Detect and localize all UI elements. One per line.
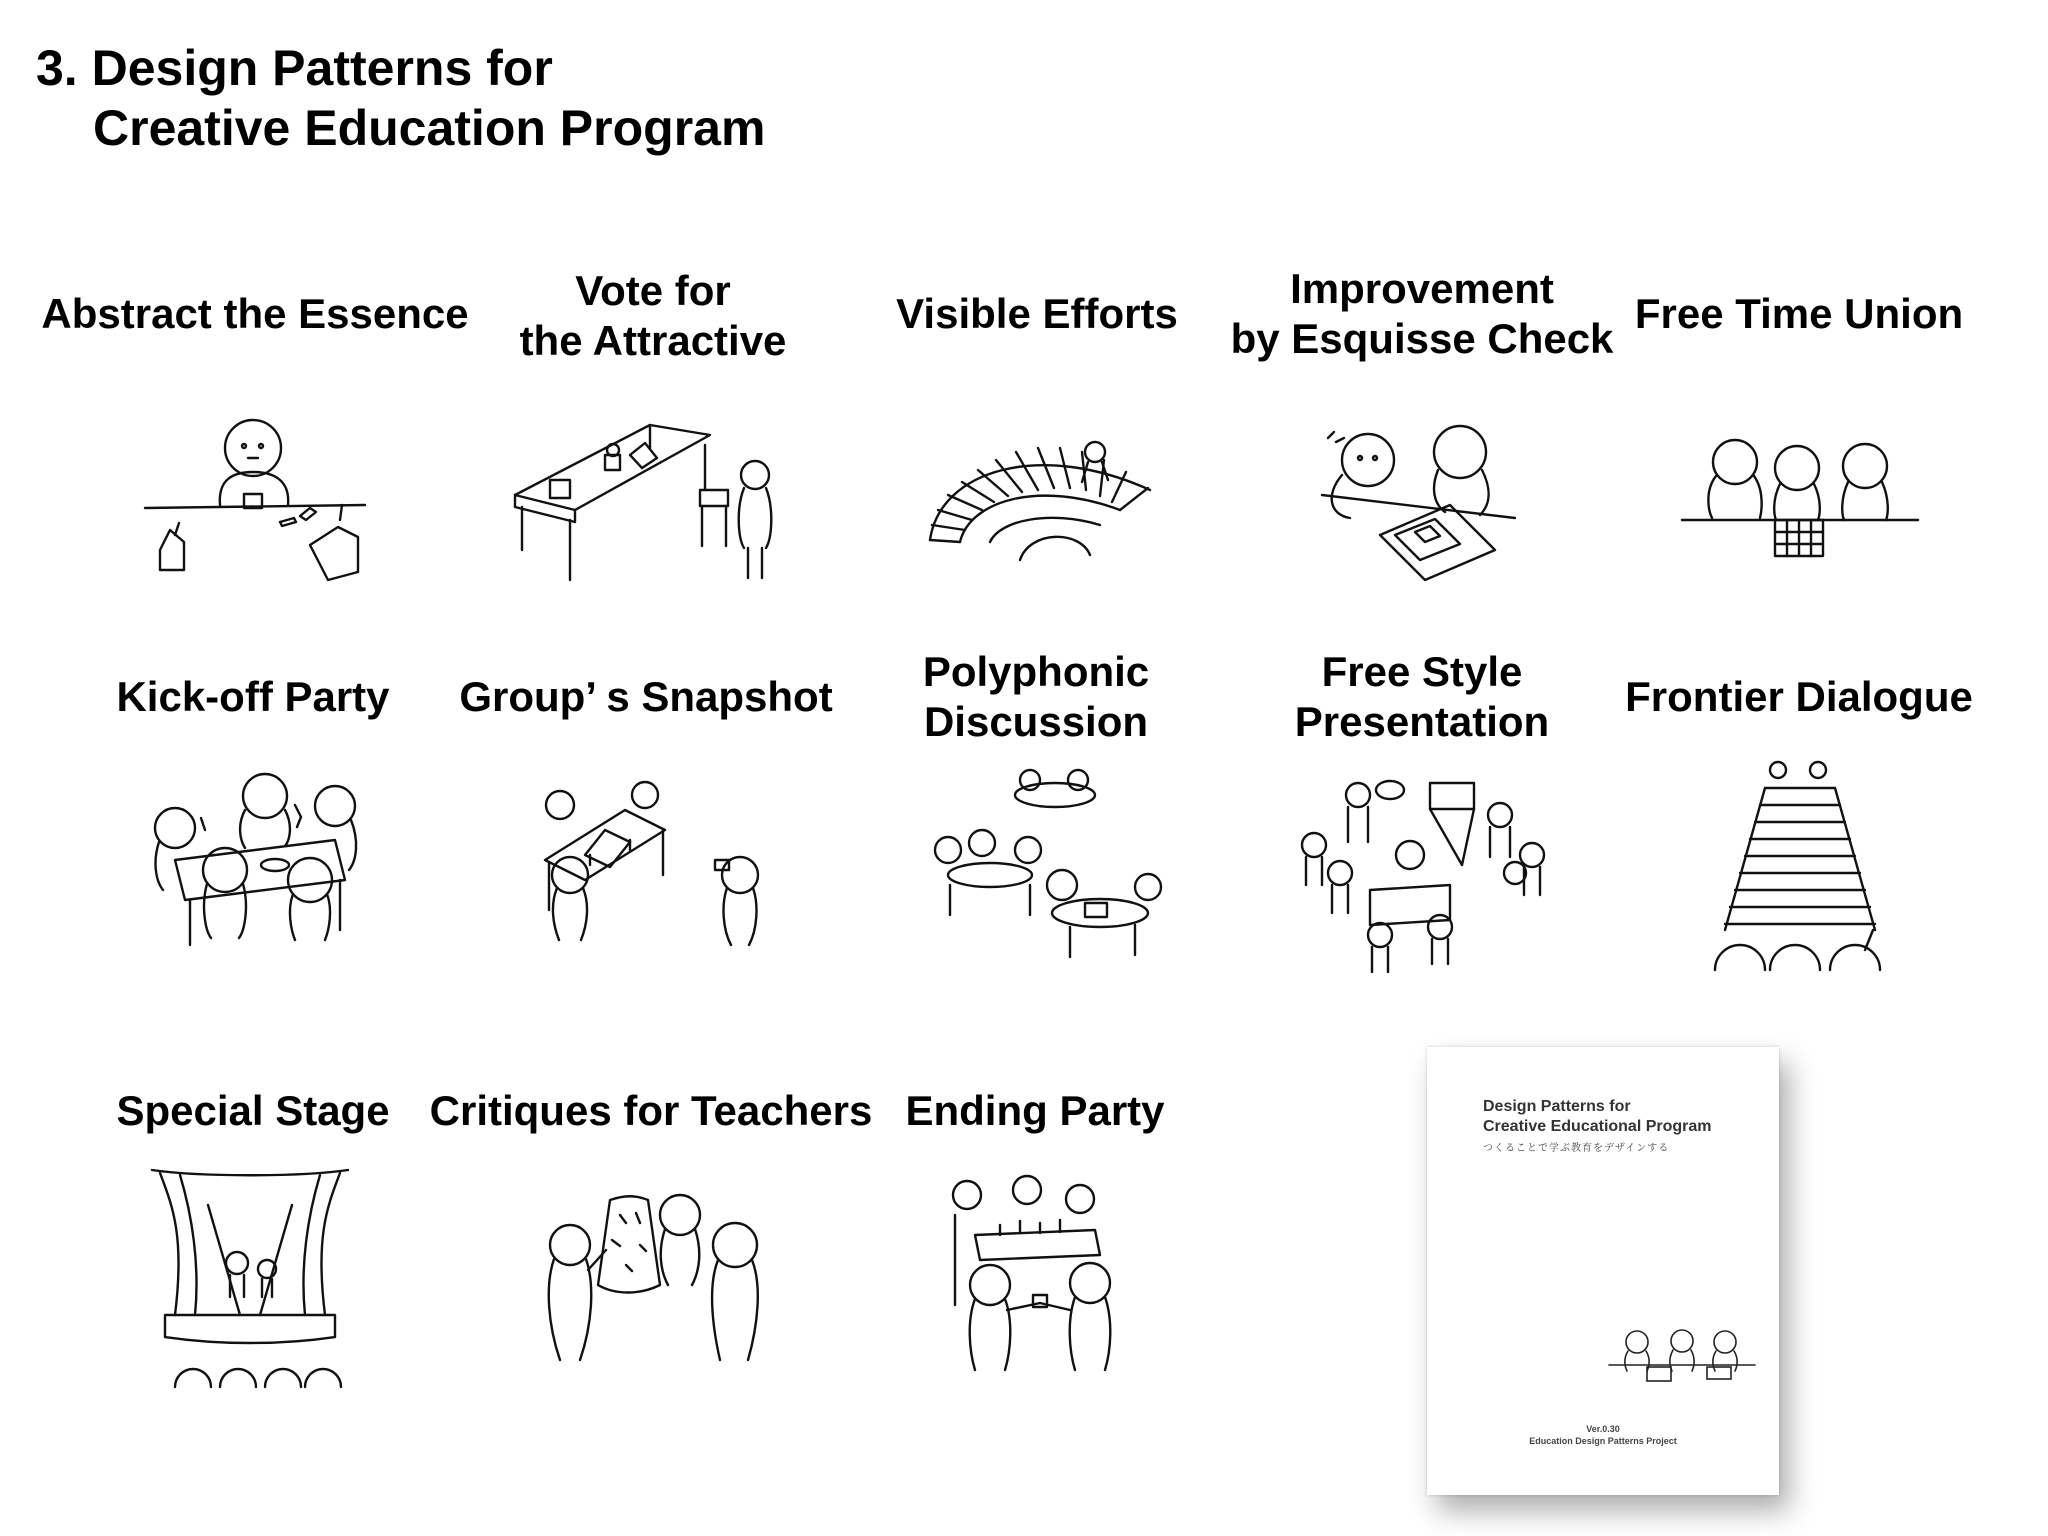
pattern-label-polyphonic-discussion: Polyphonic Discussion [922, 648, 1150, 745]
polyphonic-discussion-illustration [930, 765, 1170, 965]
page-title [36, 38, 765, 158]
frontier-dialogue-illustration [1705, 760, 1895, 975]
pattern-label-special-stage: Special Stage [116, 1087, 390, 1134]
pattern-label-improvement-by-esquisse-check: Improvement by Esquisse Check [1230, 265, 1614, 362]
page-title-line-2: Creative Education Program [93, 100, 766, 156]
free-style-presentation-illustration [1300, 775, 1550, 975]
free-time-union-illustration [1680, 430, 1920, 570]
kick-off-party-illustration [145, 770, 365, 950]
pattern-label-groups-snapshot: Group’ s Snapshot [459, 673, 833, 720]
page-title-line-1: 3. Design Patterns for [36, 40, 553, 96]
pattern-label-visible-efforts: Visible Efforts [896, 290, 1178, 337]
book-version-info [1427, 1423, 1779, 1447]
pattern-label-abstract-the-essence: Abstract the Essence [41, 290, 469, 337]
book-cover [1427, 1047, 1779, 1495]
groups-snapshot-illustration [535, 780, 765, 950]
book-version: Ver.0.30 [1586, 1424, 1620, 1434]
pattern-label-frontier-dialogue: Frontier Dialogue [1625, 673, 1973, 720]
book-cover-illustration [1607, 1327, 1757, 1397]
visible-efforts-illustration [920, 430, 1160, 580]
pattern-label-free-style-presentation: Free Style Presentation [1294, 648, 1550, 745]
special-stage-illustration [150, 1165, 350, 1390]
pattern-label-ending-party: Ending Party [905, 1087, 1165, 1134]
ending-party-illustration [945, 1175, 1125, 1375]
book-title: Design Patterns for Creative Educational Program [1483, 1098, 1712, 1135]
vote-for-the-attractive-illustration [510, 410, 780, 590]
abstract-the-essence-illustration [140, 410, 370, 590]
improvement-by-esquisse-check-illustration [1320, 420, 1520, 590]
pattern-label-vote-for-the-attractive: Vote for the Attractive [519, 267, 787, 364]
pattern-label-kick-off-party: Kick-off Party [116, 673, 390, 720]
pattern-label-free-time-union: Free Time Union [1634, 290, 1964, 337]
pattern-label-critiques-for-teachers: Critiques for Teachers [429, 1087, 873, 1134]
book-subtitle: つくることで学ぶ教育をデザインする [1483, 1143, 1670, 1154]
critiques-for-teachers-illustration [540, 1195, 765, 1370]
book-publisher: Education Design Patterns Project [1529, 1436, 1677, 1446]
